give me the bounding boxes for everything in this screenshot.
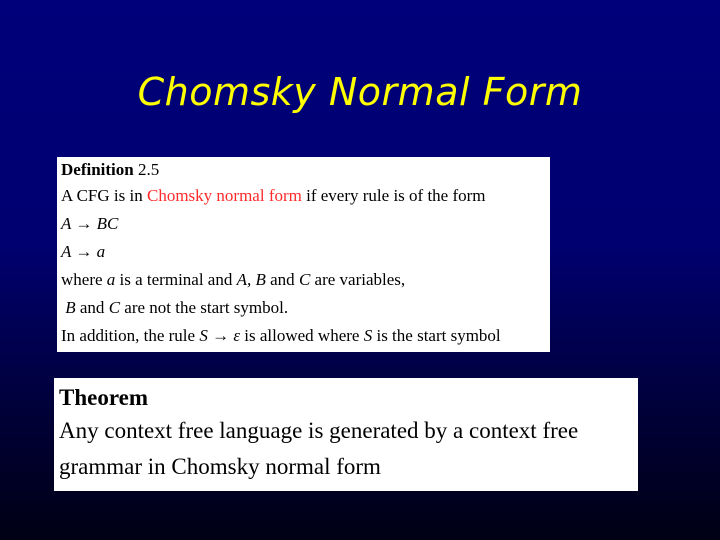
where-clause bbox=[61, 266, 550, 294]
rule-a-to-a: A → a bbox=[61, 242, 106, 261]
theorem-box bbox=[54, 378, 638, 491]
definition-label: Definition bbox=[61, 160, 134, 179]
rule-a-to-bc: A → BC bbox=[61, 214, 119, 233]
note-text-mid: and bbox=[75, 298, 109, 317]
definition-intro bbox=[61, 182, 550, 210]
start-symbol-note bbox=[61, 294, 550, 322]
addition-text-2: is allowed where bbox=[240, 326, 364, 345]
start-symbol: S bbox=[363, 326, 373, 345]
note-variable-b: B bbox=[65, 298, 76, 317]
where-text-1: where bbox=[61, 270, 107, 289]
addition-text-1: In addition, the rule bbox=[61, 326, 200, 345]
theorem-line-2: grammar in Chomsky normal form bbox=[59, 454, 381, 479]
definition-number: 2.5 bbox=[137, 160, 160, 179]
epsilon-rule-note bbox=[61, 322, 550, 350]
intro-text-before: A CFG is in bbox=[61, 186, 147, 205]
definition-box bbox=[57, 157, 550, 352]
where-variable-c: C bbox=[298, 270, 311, 289]
theorem-line-1: Any context free language is generated by a context free bbox=[59, 418, 579, 443]
intro-text-after: if every rule is of the form bbox=[301, 186, 486, 205]
where-terminal: a bbox=[106, 270, 116, 289]
cnf-highlight: Chomsky normal form bbox=[146, 186, 302, 205]
note-variable-c: C bbox=[108, 298, 121, 317]
theorem-heading: Theorem bbox=[59, 385, 149, 410]
where-text-4: are variables, bbox=[310, 270, 406, 289]
epsilon-rule: S → ε bbox=[199, 326, 241, 345]
definition-heading bbox=[61, 158, 550, 182]
where-text-2: is a terminal and bbox=[115, 270, 237, 289]
where-text-3: and bbox=[265, 270, 299, 289]
slide-title: Chomsky Normal Form bbox=[137, 70, 583, 114]
where-variables: A, B bbox=[236, 270, 266, 289]
note-text-end: are not the start symbol. bbox=[120, 298, 289, 317]
addition-text-3: is the start symbol bbox=[372, 326, 501, 345]
